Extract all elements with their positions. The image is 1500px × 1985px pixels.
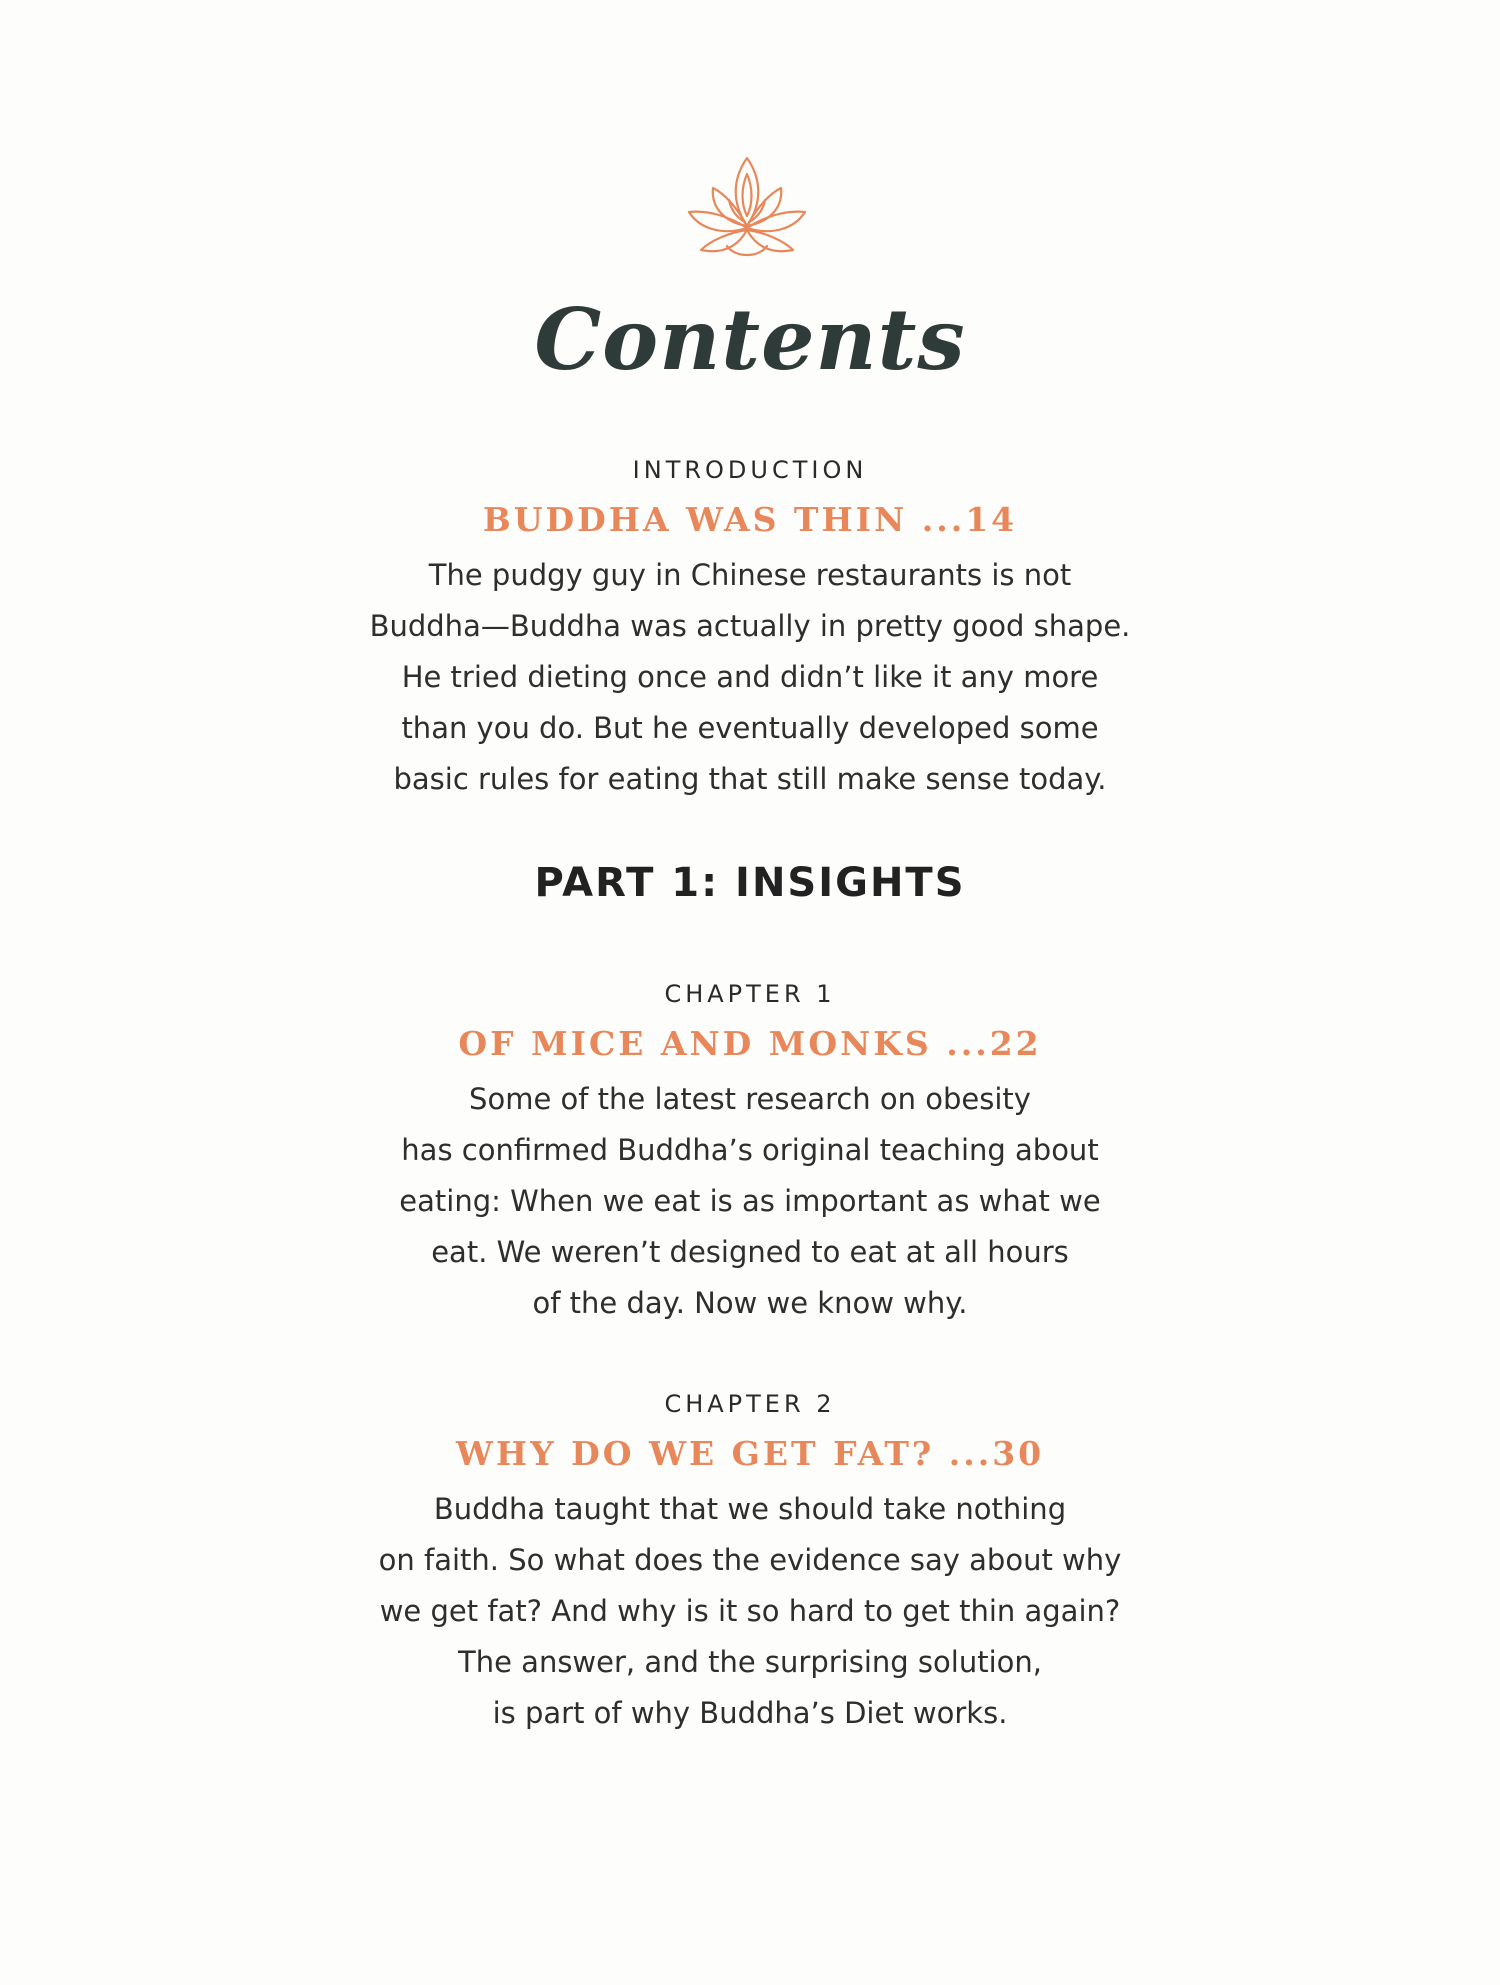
chapter-1-line: of the day. Now we know why. xyxy=(532,1286,968,1320)
introduction-line: than you do. But he eventually developed some xyxy=(401,711,1099,745)
page-title: Contents xyxy=(534,290,966,389)
introduction-label: INTRODUCTION xyxy=(632,456,868,484)
introduction-line: The pudgy guy in Chinese restaurants is not xyxy=(428,558,1072,592)
chapter-2-label: CHAPTER 2 xyxy=(664,1390,836,1418)
chapter-2-description xyxy=(0,1484,1500,1739)
introduction-line: basic rules for eating that still make sense today. xyxy=(393,762,1107,796)
chapter-2-heading[interactable]: WHY DO WE GET FAT? ...30 xyxy=(455,1434,1045,1473)
introduction-section xyxy=(0,452,1500,805)
chapter-1-label: CHAPTER 1 xyxy=(664,980,836,1008)
chapter-1-line: Some of the latest research on obesity xyxy=(469,1082,1031,1116)
chapter-2-line: is part of why Buddha’s Diet works. xyxy=(492,1696,1008,1730)
chapter-1-description xyxy=(0,1074,1500,1329)
chapter-1-line: has confirmed Buddha’s original teaching about xyxy=(401,1133,1099,1167)
chapter-2-section xyxy=(0,1386,1500,1739)
introduction-description xyxy=(0,550,1500,805)
introduction-line: He tried dieting once and didn’t like it any more xyxy=(401,660,1099,694)
introduction-line: Buddha—Buddha was actually in pretty good shape. xyxy=(369,609,1131,643)
chapter-1-line: eat. We weren’t designed to eat at all hours xyxy=(431,1235,1069,1269)
chapter-2-line: we get fat? And why is it so hard to get thin again? xyxy=(379,1594,1121,1628)
chapter-2-line: on faith. So what does the evidence say about why xyxy=(378,1543,1122,1577)
lotus-icon xyxy=(667,150,827,270)
chapter-1-line: eating: When we eat is as important as what we xyxy=(399,1184,1101,1218)
chapter-1-heading[interactable]: OF MICE AND MONKS ...22 xyxy=(458,1024,1042,1063)
chapter-2-line: Buddha taught that we should take nothing xyxy=(433,1492,1067,1526)
introduction-heading[interactable]: BUDDHA WAS THIN ...14 xyxy=(482,500,1018,539)
chapter-2-line: The answer, and the surprising solution, xyxy=(458,1645,1042,1679)
part-1-heading: PART 1: INSIGHTS xyxy=(534,860,966,906)
chapter-1-section xyxy=(0,976,1500,1329)
